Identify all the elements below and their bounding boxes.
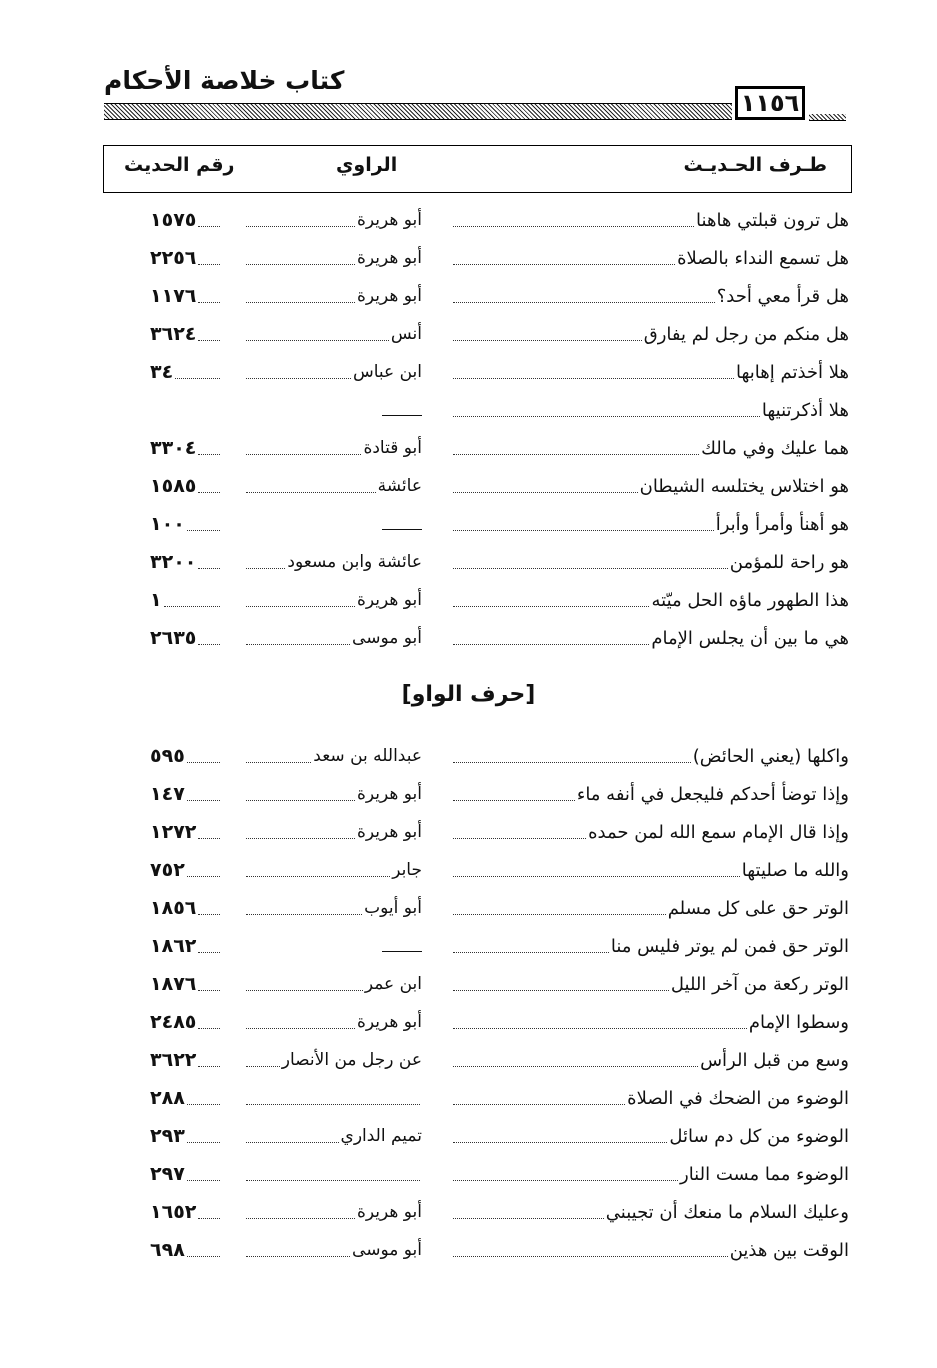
narrator-cell [246,469,422,503]
narrator-cell [246,355,422,389]
dot-leader [453,302,715,303]
hadith-cell [453,621,849,655]
table-row [0,583,937,617]
hadith-number: ٣٤ [150,361,174,383]
narrator-cell [246,815,422,849]
hadith-text: الوضوء مما مست النار [680,1163,849,1185]
narrator-text: عائشة وابن مسعود [287,552,422,572]
narrator-text: عبدالله بن سعد [313,746,422,766]
dot-leader [187,1256,220,1257]
dot-leader [246,1218,355,1219]
dot-leader [198,264,220,265]
hadith-number-cell [150,1233,220,1267]
hadith-number-cell [150,891,220,925]
narrator-text: أبو هريرة [356,286,422,306]
hadith-text: وسطوا الإمام [748,1011,849,1033]
hadith-number-cell [150,279,220,313]
hadith-number-cell [150,815,220,849]
hadith-cell [453,431,849,465]
dot-leader [175,378,220,379]
dot-leader [246,492,376,493]
hadith-text: وإذا توضأ أحدكم فليجعل في أنفه ماء [576,783,849,805]
hadith-text: هي ما بين أن يجلس الإمام [651,627,849,649]
narrator-cell [246,1195,422,1229]
hadith-number-cell [150,393,220,427]
hadith-cell [453,241,849,275]
dot-leader [453,762,691,763]
hadith-number: ٦٩٨ [150,1239,185,1261]
table-row [0,317,937,351]
dot-leader [198,990,220,991]
hadith-text: هلا أخذتم إهابها [735,361,849,383]
hadith-number: ١٨٥٦ [150,897,197,919]
table-row [0,621,937,655]
table-row [0,431,937,465]
dot-leader [453,1256,728,1257]
hadith-text: هل ترون قبلتي هاهنا [696,209,849,231]
hadith-number: ٢٩٣ [150,1125,185,1147]
table-row [0,507,937,541]
table-row [0,241,937,275]
hadith-cell [453,507,849,541]
table-row [0,1233,937,1267]
hadith-number: ١٦٥٢ [150,1201,197,1223]
narrator-cell [246,777,422,811]
hadith-text: هذا الطهور ماؤه الحل ميّته [651,589,849,611]
narrator-text: أنس [390,324,422,344]
table-row [0,891,937,925]
dot-leader [453,416,760,417]
hadith-cell [453,1043,849,1077]
dot-leader [453,340,642,341]
hadith-cell [453,777,849,811]
narrator-cell [246,203,422,237]
table-row [0,1157,937,1191]
dot-leader [246,876,390,877]
dot-leader [198,226,220,227]
hadith-text: هلا أذكرتنيها [761,399,849,421]
dot-leader [453,1104,625,1105]
hadith-number-cell [150,203,220,237]
narrator-dash [382,415,422,416]
hadith-text: هو أهنأ وأمرأ وأبرأ [715,513,849,535]
dot-leader [453,1028,747,1029]
table-row [0,739,937,773]
dot-leader [246,1180,420,1181]
hadith-text: وإذا قال الإمام سمع الله لمن حمده [588,821,849,843]
hadith-cell [453,583,849,617]
hadith-cell [453,967,849,1001]
hadith-number: ٢٦٣٥ [150,627,197,649]
narrator-cell [246,393,422,427]
hadith-number-cell [150,545,220,579]
hadith-number: ١٥٨٥ [150,475,197,497]
table-row [0,469,937,503]
table-row [0,853,937,887]
narrator-cell [246,967,422,1001]
narrator-text: ابن عباس [352,362,422,382]
hadith-cell [453,1081,849,1115]
dot-leader [246,1066,280,1067]
hadith-text: الوتر حق فمن لم يوتر فليس منا [610,935,849,957]
hadith-cell [453,1195,849,1229]
dot-leader [453,644,649,645]
narrator-cell [246,1233,422,1267]
dot-leader [453,914,666,915]
hadith-cell [453,815,849,849]
table-row [0,777,937,811]
dot-leader [246,264,355,265]
hadith-number: ٣٦٢٤ [150,323,197,345]
dot-leader [246,226,355,227]
dot-leader [453,1142,667,1143]
hadith-cell [453,317,849,351]
hadith-cell [453,1005,849,1039]
dot-leader [198,838,220,839]
hadith-number-cell [150,1157,220,1191]
book-title: كتاب خلاصة الأحكام [104,66,345,95]
hadith-number-cell [150,621,220,655]
dot-leader [187,1104,220,1105]
hadith-text: الوضوء من كل دم سائل [669,1125,849,1147]
hadith-number-cell [150,431,220,465]
dot-leader [453,568,728,569]
narrator-text: أبو موسى [352,1240,422,1260]
narrator-text: عن رجل من الأنصار [281,1050,422,1070]
narrator-cell [246,583,422,617]
table-row [0,355,937,389]
dot-leader [246,800,355,801]
table-row [0,393,937,427]
dot-leader [453,1180,678,1181]
hadith-text: وعليك السلام ما منعك أن تجيبني [605,1201,849,1223]
hadith-text: الوتر ركعة من آخر الليل [670,973,849,995]
hadith-number-cell [150,1043,220,1077]
hadith-number: ٢٨٨ [150,1087,185,1109]
narrator-cell [246,431,422,465]
hadith-number-cell [150,777,220,811]
hadith-number: ٢٤٨٥ [150,1011,197,1033]
dot-leader [187,876,220,877]
dot-leader [453,1066,698,1067]
dot-leader [246,1142,339,1143]
dot-leader [198,454,220,455]
hadith-text: هل تسمع النداء بالصلاة [677,247,849,269]
section-title: [حرف الواو] [401,682,536,707]
hadith-text: هل قرأ معي أحد؟ [716,285,849,307]
dot-leader [246,1028,355,1029]
dot-leader [453,952,609,953]
dot-leader [198,644,220,645]
hadith-number: ٧٥٢ [150,859,185,881]
table-row [0,1005,937,1039]
hadith-text: والله ما صليتها [741,859,849,881]
hadith-number-cell [150,469,220,503]
dot-leader [187,800,220,801]
narrator-dash [382,529,422,530]
hadith-number: ١٤٧ [150,783,185,805]
table-row [0,203,937,237]
dot-leader [246,838,355,839]
hadith-cell [453,739,849,773]
narrator-cell [246,1081,422,1115]
hadith-number-cell [150,853,220,887]
hadith-number-cell [150,1119,220,1153]
hadith-text: هما عليك وفي مالك [701,437,849,459]
hadith-cell [453,1233,849,1267]
dot-leader [164,606,220,607]
hadith-number-cell [150,929,220,963]
dot-leader [198,340,220,341]
hadith-number-cell [150,739,220,773]
narrator-cell [246,1043,422,1077]
hadith-cell [453,1119,849,1153]
hadith-number: ٣٣٠٤ [150,437,197,459]
narrator-cell [246,241,422,275]
dot-leader [187,762,220,763]
narrator-text: أبو هريرة [356,1202,422,1222]
hadith-cell [453,393,849,427]
dot-leader [246,454,361,455]
hadith-number: ١٥٧٥ [150,209,197,231]
dot-leader [246,606,355,607]
hadith-cell [453,545,849,579]
dot-leader [453,876,740,877]
hadith-cell [453,929,849,963]
dot-leader [187,530,220,531]
narrator-text: أبو هريرة [356,784,422,804]
table-row [0,1043,937,1077]
table-row [0,815,937,849]
table-row [0,545,937,579]
hadith-number-cell [150,1005,220,1039]
narrator-cell [246,1119,422,1153]
column-narrator-label: الراوي [336,154,398,176]
dot-leader [453,454,699,455]
dot-leader [246,914,362,915]
narrator-cell [246,739,422,773]
narrator-text: أبو هريرة [356,248,422,268]
table-row [0,1119,937,1153]
hadith-text: الوقت بين هذين [729,1239,849,1261]
hadith-number: ١ [150,589,162,611]
hadith-text: الوضوء من الضحك في الصلاة [627,1087,849,1109]
hadith-text: هو اختلاس يختلسه الشيطان [639,475,849,497]
narrator-text: أبو هريرة [356,1012,422,1032]
hadith-cell [453,891,849,925]
dot-leader [453,264,675,265]
table-row [0,1081,937,1115]
hadith-cell [453,203,849,237]
narrator-text: أبو أيوب [364,898,422,918]
hadith-text: وسع من قبل الرأس [700,1049,849,1071]
narrator-cell [246,621,422,655]
dot-leader [246,990,363,991]
hadith-number: ٢٢٥٦ [150,247,197,269]
hadith-text: واكلها (يعني الحائض) [692,745,849,767]
narrator-cell [246,929,422,963]
hadith-cell [453,1157,849,1191]
hadith-cell [453,279,849,313]
hadith-cell [453,355,849,389]
hadith-number-cell [150,241,220,275]
narrator-text: أبو قتادة [363,438,422,458]
dot-leader [246,1256,350,1257]
hadith-number-cell [150,967,220,1001]
narrator-cell [246,853,422,887]
dot-leader [198,1028,220,1029]
dot-leader [453,492,638,493]
dot-leader [453,990,669,991]
hadith-text: الوتر حق على كل مسلم [667,897,849,919]
hadith-number-cell [150,1195,220,1229]
dot-leader [453,838,586,839]
dot-leader [453,800,575,801]
hadith-number: ١٠٠ [150,513,185,535]
table-row [0,967,937,1001]
dot-leader [246,340,389,341]
narrator-text: أبو موسى [352,628,422,648]
hadith-number: ٢٩٧ [150,1163,185,1185]
hadith-number: ٣٢٠٠ [150,551,197,573]
narrator-cell [246,507,422,541]
hadith-cell [453,853,849,887]
dot-leader [453,1218,604,1219]
hadith-number-cell [150,507,220,541]
narrator-text: أبو هريرة [356,210,422,230]
narrator-text: جابر [392,860,422,880]
narrator-cell [246,317,422,351]
hadith-number-cell [150,355,220,389]
narrator-cell [246,1157,422,1191]
dot-leader [453,606,649,607]
column-hadith-label: طـرف الحـديـث [683,154,827,176]
dot-leader [198,1218,220,1219]
hadith-number: ١١٧٦ [150,285,197,307]
dot-leader [198,568,220,569]
dot-leader [246,762,311,763]
hadith-number: ١٨٧٦ [150,973,197,995]
hadith-number-cell [150,583,220,617]
dot-leader [198,914,220,915]
narrator-text: أبو هريرة [356,822,422,842]
narrator-dash [382,951,422,952]
hadith-number: ٣٦٢٢ [150,1049,197,1071]
hadith-text: هل منكم من رجل لم يفارق [643,323,849,345]
dot-leader [453,530,714,531]
dot-leader [246,644,350,645]
dot-leader [246,1104,420,1105]
hadith-number: ١٢٧٢ [150,821,197,843]
dot-leader [187,1180,220,1181]
dot-leader [187,1142,220,1143]
page-number: ١١٥٦ [735,86,805,120]
hadith-number-cell [150,317,220,351]
table-row [0,279,937,313]
dot-leader [453,226,694,227]
dot-leader [246,378,351,379]
narrator-text: ابن عمر [364,974,422,994]
narrator-text: تميم الداري [340,1126,422,1146]
dot-leader [246,302,355,303]
narrator-cell [246,545,422,579]
narrator-text: عائشة [377,476,422,496]
narrator-cell [246,1005,422,1039]
hadith-text: هو راحة للمؤمن [729,551,849,573]
narrator-cell [246,891,422,925]
table-row [0,929,937,963]
hadith-number: ٥٩٥ [150,745,185,767]
narrator-cell [246,279,422,313]
dot-leader [246,568,285,569]
dot-leader [453,378,734,379]
hadith-cell [453,469,849,503]
table-row [0,1195,937,1229]
dot-leader [198,302,220,303]
narrator-text: أبو هريرة [356,590,422,610]
hadith-number-cell [150,1081,220,1115]
dot-leader [198,1066,220,1067]
dot-leader [198,952,220,953]
hadith-number: ١٨٦٢ [150,935,197,957]
dot-leader [198,492,220,493]
column-number-label: رقم الحديث [124,154,235,176]
